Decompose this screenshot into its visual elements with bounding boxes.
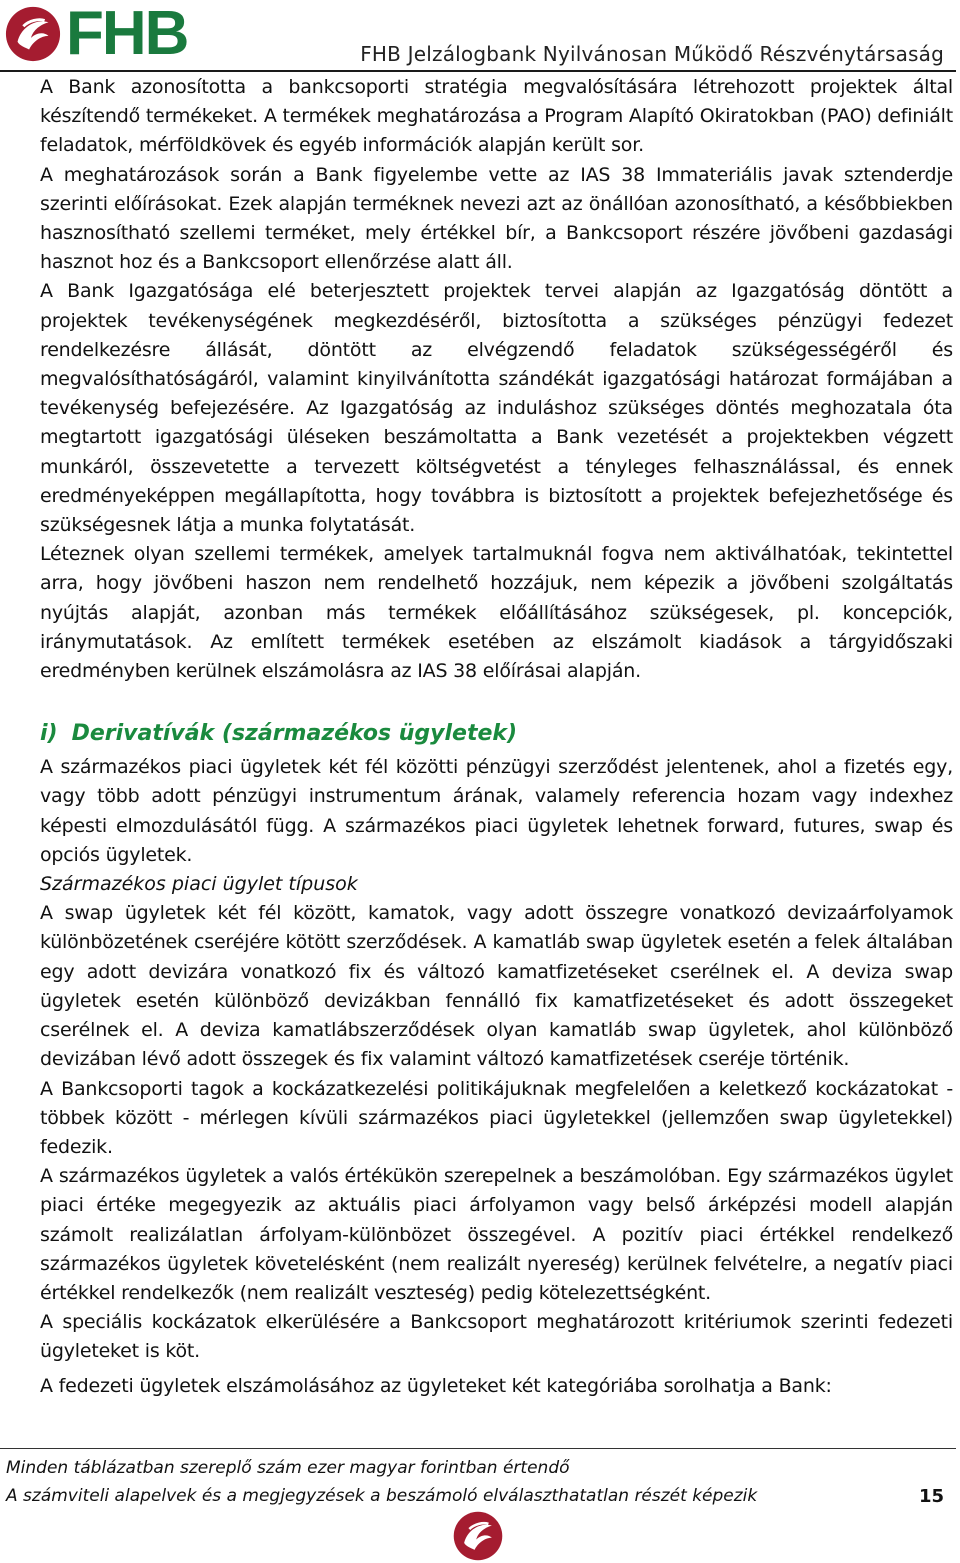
paragraph: A meghatározások során a Bank figyelembe vette az IAS 38 Immateriális javak sztenderdje szerinti előírásokat. Ezek alapján terméknek nevezi azt az önállóan azonosítható, a későbbiekben hasznosítható szellemi terméket, mely értékkel bír, a Bankcsoport részére jövőbeni gazdasági hasznot hoz és a Bankcsoport ellenőrzése alatt áll. [40, 163, 953, 274]
footer-divider [0, 1448, 956, 1449]
company-name: FHB Jelzálogbank Nyilvánosan Működő Részvénytársaság [360, 42, 944, 66]
fhb-emblem-icon [452, 1510, 504, 1562]
page-header [0, 0, 960, 72]
header-divider [0, 70, 956, 72]
page-number: 15 [918, 1486, 944, 1507]
section-number: i) [40, 721, 58, 747]
section-heading [40, 720, 953, 748]
fhb-logo [4, 0, 188, 68]
paragraph: A Bank Igazgatósága elé beterjesztett projektek tervei alapján az Igazgatóság döntött a projektek tevékenységének megkezdéséről, biztosította a szükséges pénzügyi fedezet rendelkezésre állását, döntött az elvégzendő feladatok szükségességéről és megvalósíthatóságáról, valamint kinyilvánította szándékát igazgatósági határozat formájában a tevékenység befejezésére. Az Igazgatóság az induláshoz szükséges döntés meghozatala óta megtartott igazgatósági üléseken beszámoltatta a Bank vezetését a projektekben végzett munkáról, összevetette a tervezett költségvetést a tényleges felhasználással, és ennek eredményeképpen megállapította, hogy továbbra is biztosított a projektek befejezhetősége és szükségesnek látja a munka folytatását. [40, 280, 953, 537]
paragraph: A speciális kockázatok elkerülésére a Bankcsoport meghatározott kritériumok szerinti fedezeti ügyleteket is köt. [40, 1311, 953, 1363]
footer-note-currency: Minden táblázatban szereplő szám ezer magyar forintban értendő [6, 1458, 570, 1478]
footer-note-principles: A számviteli alapelvek és a megjegyzések a beszámoló elválaszthatatlan részét képezik [6, 1486, 758, 1506]
subheading: Származékos piaci ügylet típusok [40, 873, 358, 896]
paragraph: A származékos ügyletek a valós értékükön szerepelnek a beszámolóban. Egy származékos ügylet piaci értéke megegyezik az aktuális piaci árfolyamon vagy belső árképzési modell alapján számolt realizálatlan árfolyam-különbözet összegével. A pozitív piaci értékkel rendelkező származékos ügyletek követelésként (nem realizált nyereség) kerülnek felvételre, a negatív piaci értékkel rendelkezők (nem realizált veszteség) pedig kötelezettségként. [40, 1165, 953, 1304]
paragraph: A Bankcsoporti tagok a kockázatkezelési politikájuknak megfelelően a keletkező kockázatokat - többek között - mérlegen kívüli származékos piaci ügyletekkel (jellemzően swap ügyletekkel) fedezik. [40, 1077, 953, 1158]
paragraph: A Bank azonosította a bankcsoporti stratégia megvalósítására létrehozott projektek által készítendő termékeket. A termékek meghatározása a Program Alapító Okiratokban (PAO) definiált feladatok, mérföldkövek és egyéb információk alapján került sor. [40, 76, 953, 157]
paragraph: Léteznek olyan szellemi termékek, amelyek tartalmuknál fogva nem aktiválhatóak, tekintettel arra, hogy jövőbeni haszon nem rendelhető hozzájuk, nem képezik a jövőbeni szolgáltatás nyújtás alapját, azonban más termékek előállításához szükségesek, pl. koncepciók, iránymutatások. Az említett termékek esetében az elszámolt kiadások a tárgyidőszaki eredményben kerülnek elszámolásra az IAS 38 előírásai alapján. [40, 543, 953, 683]
paragraph: A swap ügyletek két fél között, kamatok, vagy adott összegre vonatkozó devizaárfolyamok különbözetének cseréjére kötött szerződések. A kamatláb swap ügyletek esetén a felek általában egy adott devizára vonatkozó fix és változó kamatfizetéseket cserélnek el. A deviza swap ügyletek esetén különböző devizákban fennálló fix kamatfizetéseket és adott összegeket cserélnek el. A deviza kamatlábszerződések olyan kamatláb swap ügyletek, ahol különböző devizában lévő adott összegek és fix valamint változó kamatfizetések cseréje történik. [40, 902, 953, 1071]
fhb-emblem-icon [4, 5, 62, 63]
paragraph: A fedezeti ügyletek elszámolásához az ügyleteket két kategóriába sorolhatja a Bank: [40, 1374, 832, 1397]
section-title: Derivatívák (származékos ügyletek) [71, 721, 518, 747]
paragraph: A származékos piaci ügyletek két fél közötti pénzügyi szerződést jelentenek, ahol a fizetés egy, vagy több adott pénzügyi instrumentum árának, valamely referencia hozam vagy indexhez képesti elmozdulásától függ. A származékos piaci ügyletek lehetnek forward, futures, swap és opciós ügyletek. [40, 756, 953, 866]
logo-text: FHB [66, 0, 188, 68]
document-body [40, 73, 953, 1401]
